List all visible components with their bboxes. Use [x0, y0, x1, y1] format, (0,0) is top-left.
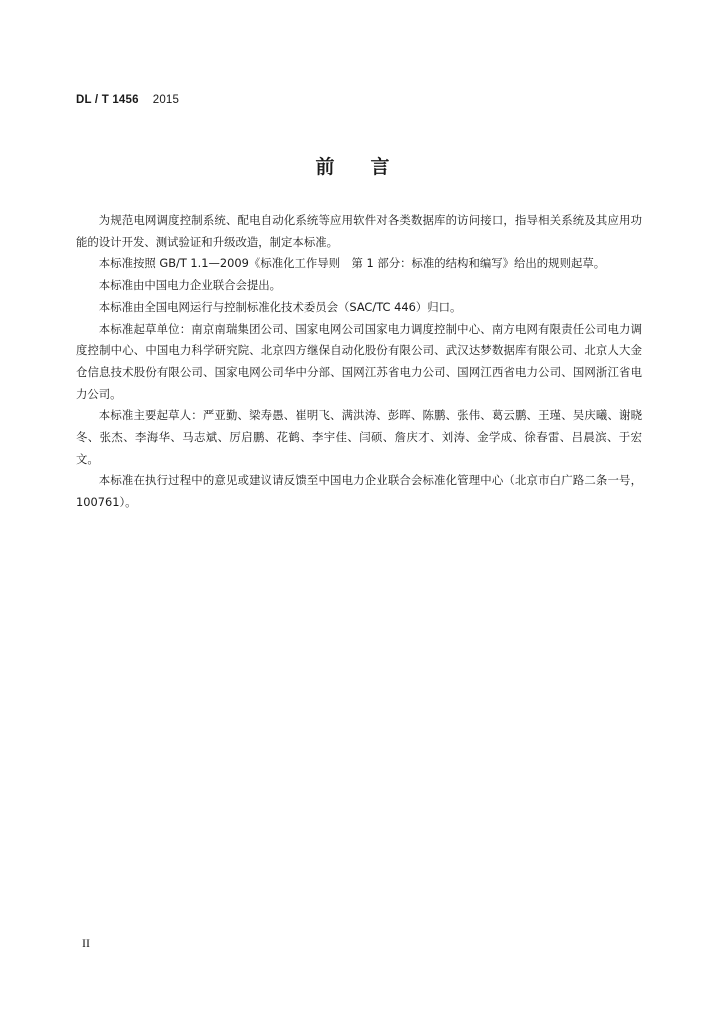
foreword-body	[76, 210, 642, 514]
paragraph-proposer: 本标准由中国电力企业联合会提出。	[98, 278, 282, 293]
page-number: II	[82, 936, 90, 950]
standard-code: DL / T 1456	[76, 94, 139, 106]
document-header	[76, 94, 179, 106]
page-title: 前言	[315, 156, 426, 178]
paragraph-purpose: 为规范电网调度控制系统、配电自动化系统等应用软件对各类数据库的访问接口，指导相关系统及其应用功能的设计开发、测试验证和升级改造，制定本标准。	[76, 213, 642, 249]
paragraph-committee: 本标准由全国电网运行与控制标准化技术委员会（SAC/TC 446）归口。	[98, 299, 462, 314]
standard-year: 2015	[152, 94, 180, 106]
paragraph-drafters: 本标准主要起草人：严亚勤、梁寿愚、崔明飞、满洪涛、彭晖、陈鹏、张伟、葛云鹏、王瑾、吴庆曦、谢晓冬、张杰、李海华、马志斌、厉启鹏、花鹤、李宇佳、闫硕、詹庆才、刘涛、金学成、徐春雷、吕晨滨、于宏文。	[76, 408, 642, 466]
paragraph-feedback: 本标准在执行过程中的意见或建议请反馈至中国电力企业联合会标准化管理中心（北京市白广路二条一号，100761）。	[76, 473, 642, 510]
paragraph-drafting-units: 本标准起草单位：南京南瑞集团公司、国家电网公司国家电力调度控制中心、南方电网有限责任公司电力调度控制中心、中国电力科学研究院、北京四方继保自动化股份有限公司、武汉达梦数据库有限公司、北京人大金仓信息技术股份有限公司、国家电网公司华中分部、国网江苏省电力公司、国网江西省电力公司、国网浙江省电力公司。	[76, 321, 642, 401]
paragraph-drafting-rules: 本标准按照 GB/T 1.1—2009《标准化工作导则 第 1 部分：标准的结构和编写》给出的规则起草。	[98, 256, 606, 271]
